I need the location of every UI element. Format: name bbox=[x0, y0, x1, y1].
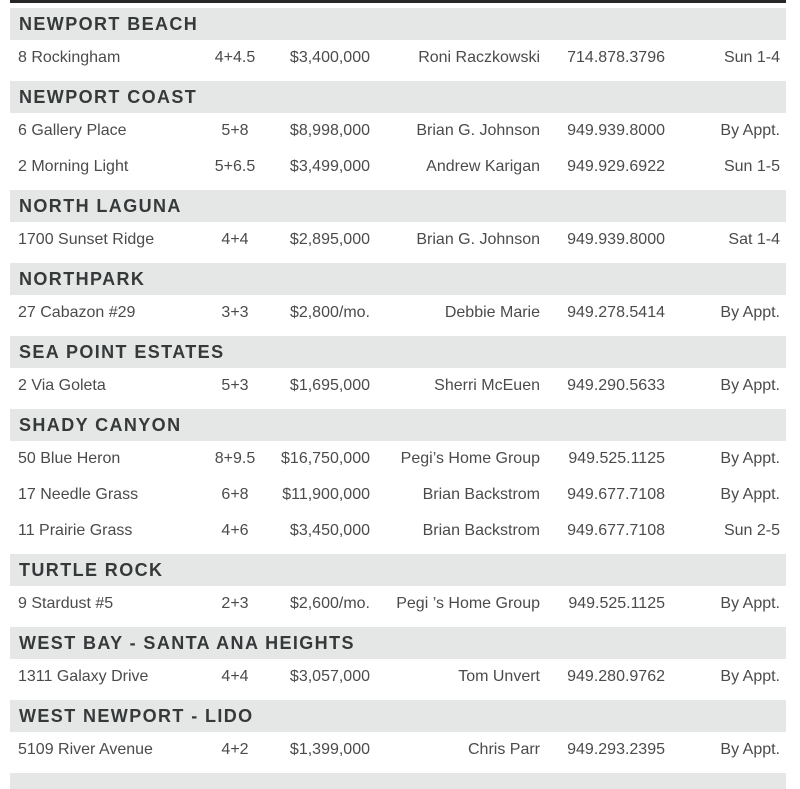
listing-agent: Chris Parr bbox=[467, 741, 540, 758]
listing-rows bbox=[10, 368, 786, 404]
listing-agent: Sherri McEuen bbox=[434, 377, 540, 394]
listing-phone: 714.878.3796 bbox=[567, 49, 665, 66]
neighborhood-header bbox=[10, 336, 786, 368]
listing-beds-baths: 3+3 bbox=[221, 304, 249, 321]
neighborhood-name: NORTH LAGUNA bbox=[19, 195, 182, 216]
neighborhood-section bbox=[10, 627, 786, 695]
listing-price: $11,900,000 bbox=[282, 486, 370, 503]
listing-phone: 949.290.5633 bbox=[567, 377, 665, 394]
listing-agent: Andrew Karigan bbox=[426, 158, 540, 175]
listing-agent: Brian Backstrom bbox=[422, 486, 540, 503]
neighborhood-section bbox=[10, 700, 786, 768]
listing-open-house: Sat 1-4 bbox=[728, 231, 780, 248]
listing-agent: Roni Raczkowski bbox=[418, 49, 540, 66]
listing-open-house: Sun 1-5 bbox=[723, 158, 780, 175]
listing-phone: 949.293.2395 bbox=[567, 741, 665, 758]
neighborhood-section bbox=[10, 81, 786, 185]
listing-price: $3,499,000 bbox=[289, 158, 370, 175]
listing-phone: 949.525.1125 bbox=[568, 595, 665, 612]
listing-beds-baths: 4+4.5 bbox=[214, 49, 256, 66]
listing-beds-baths: 6+8 bbox=[221, 486, 249, 503]
listing-agent: Brian G. Johnson bbox=[416, 231, 540, 248]
neighborhood-name: WEST NEWPORT - LIDO bbox=[19, 705, 254, 726]
listing-open-house: By Appt. bbox=[720, 486, 780, 503]
neighborhood-header bbox=[10, 409, 786, 441]
listing-price: $8,998,000 bbox=[289, 122, 370, 139]
neighborhood-name: NEWPORT BEACH bbox=[19, 13, 199, 34]
listing-open-house: By Appt. bbox=[720, 450, 780, 467]
neighborhood-header bbox=[10, 554, 786, 586]
listing-row bbox=[10, 222, 786, 258]
listing-beds-baths: 4+4 bbox=[221, 668, 249, 685]
listing-address: 9 Stardust #5 bbox=[18, 595, 114, 612]
listing-price: $16,750,000 bbox=[281, 450, 370, 467]
open-house-listing-table bbox=[10, 0, 786, 789]
listing-open-house: By Appt. bbox=[720, 377, 780, 394]
listing-address: 5109 River Avenue bbox=[18, 741, 153, 758]
listing-agent: Debbie Marie bbox=[444, 304, 540, 321]
listing-row bbox=[10, 441, 786, 477]
listing-beds-baths: 4+6 bbox=[221, 522, 249, 539]
listing-beds-baths: 2+3 bbox=[221, 595, 249, 612]
listing-agent: Brian Backstrom bbox=[422, 522, 540, 539]
listing-rows bbox=[10, 40, 786, 76]
listing-row bbox=[10, 149, 786, 185]
listing-address: 50 Blue Heron bbox=[18, 450, 121, 467]
neighborhood-name: SEA POINT ESTATES bbox=[19, 341, 225, 362]
listing-price: $2,600/mo. bbox=[289, 595, 370, 612]
listing-open-house: By Appt. bbox=[720, 595, 780, 612]
listing-phone: 949.677.7108 bbox=[567, 486, 665, 503]
listing-beds-baths: 5+8 bbox=[221, 122, 249, 139]
listing-rows bbox=[10, 113, 786, 185]
listing-address: 17 Needle Grass bbox=[18, 486, 139, 503]
partial-next-section-bar bbox=[10, 773, 786, 789]
listing-row bbox=[10, 295, 786, 331]
neighborhood-header bbox=[10, 8, 786, 40]
listing-row bbox=[10, 586, 786, 622]
listing-price: $3,400,000 bbox=[289, 49, 370, 66]
listing-agent: Pegi’s Home Group bbox=[400, 450, 540, 467]
listing-row bbox=[10, 477, 786, 513]
listing-address: 2 Via Goleta bbox=[18, 377, 106, 394]
neighborhood-name: NEWPORT COAST bbox=[19, 86, 198, 107]
listing-address: 6 Gallery Place bbox=[18, 122, 127, 139]
listing-beds-baths: 4+4 bbox=[221, 231, 249, 248]
listing-rows bbox=[10, 222, 786, 258]
listing-address: 2 Morning Light bbox=[18, 158, 129, 175]
listing-open-house: By Appt. bbox=[720, 668, 780, 685]
neighborhood-section bbox=[10, 336, 786, 404]
neighborhood-header bbox=[10, 190, 786, 222]
listing-phone: 949.939.8000 bbox=[567, 122, 665, 139]
listing-open-house: Sun 2-5 bbox=[723, 522, 780, 539]
neighborhood-section bbox=[10, 263, 786, 331]
neighborhood-name: NORTHPARK bbox=[19, 268, 146, 289]
neighborhood-header bbox=[10, 627, 786, 659]
listing-agent: Pegi ’s Home Group bbox=[396, 595, 540, 612]
listing-row bbox=[10, 368, 786, 404]
listing-address: 1311 Galaxy Drive bbox=[18, 668, 149, 685]
listing-rows bbox=[10, 732, 786, 768]
listing-phone: 949.929.6922 bbox=[567, 158, 665, 175]
listing-price: $1,399,000 bbox=[289, 741, 370, 758]
listing-phone: 949.939.8000 bbox=[567, 231, 665, 248]
listing-beds-baths: 5+3 bbox=[221, 377, 249, 394]
listing-beds-baths: 8+9.5 bbox=[214, 450, 256, 467]
listing-price: $3,057,000 bbox=[289, 668, 370, 685]
listing-row bbox=[10, 40, 786, 76]
listing-open-house: Sun 1-4 bbox=[723, 49, 780, 66]
listing-phone: 949.280.9762 bbox=[567, 668, 665, 685]
listing-row bbox=[10, 113, 786, 149]
listing-price: $2,895,000 bbox=[289, 231, 370, 248]
neighborhood-name: WEST BAY - SANTA ANA HEIGHTS bbox=[19, 632, 355, 653]
sections-container bbox=[10, 8, 786, 768]
listing-beds-baths: 5+6.5 bbox=[214, 158, 256, 175]
neighborhood-name: SHADY CANYON bbox=[19, 414, 182, 435]
listing-address: 11 Prairie Grass bbox=[18, 522, 133, 539]
listing-row bbox=[10, 732, 786, 768]
listing-row bbox=[10, 513, 786, 549]
listing-agent: Tom Unvert bbox=[458, 668, 540, 685]
neighborhood-header bbox=[10, 700, 786, 732]
neighborhood-section bbox=[10, 554, 786, 622]
listing-row bbox=[10, 659, 786, 695]
listing-rows bbox=[10, 295, 786, 331]
listing-open-house: By Appt. bbox=[720, 741, 780, 758]
listing-address: 8 Rockingham bbox=[18, 49, 121, 66]
neighborhood-section bbox=[10, 8, 786, 76]
listing-price: $1,695,000 bbox=[289, 377, 370, 394]
listing-rows bbox=[10, 659, 786, 695]
listing-rows bbox=[10, 586, 786, 622]
top-rule bbox=[10, 0, 786, 3]
listing-price: $2,800/mo. bbox=[289, 304, 370, 321]
listing-beds-baths: 4+2 bbox=[221, 741, 249, 758]
listing-agent: Brian G. Johnson bbox=[416, 122, 540, 139]
listing-price: $3,450,000 bbox=[289, 522, 370, 539]
listing-phone: 949.278.5414 bbox=[567, 304, 665, 321]
listing-open-house: By Appt. bbox=[720, 304, 780, 321]
listing-address: 27 Cabazon #29 bbox=[18, 304, 136, 321]
listing-rows bbox=[10, 441, 786, 549]
listing-phone: 949.677.7108 bbox=[567, 522, 665, 539]
listing-address: 1700 Sunset Ridge bbox=[18, 231, 155, 248]
listing-phone: 949.525.1125 bbox=[568, 450, 665, 467]
neighborhood-name: TURTLE ROCK bbox=[19, 559, 164, 580]
neighborhood-header bbox=[10, 263, 786, 295]
neighborhood-section bbox=[10, 409, 786, 549]
listing-open-house: By Appt. bbox=[720, 122, 780, 139]
neighborhood-header bbox=[10, 81, 786, 113]
neighborhood-section bbox=[10, 190, 786, 258]
